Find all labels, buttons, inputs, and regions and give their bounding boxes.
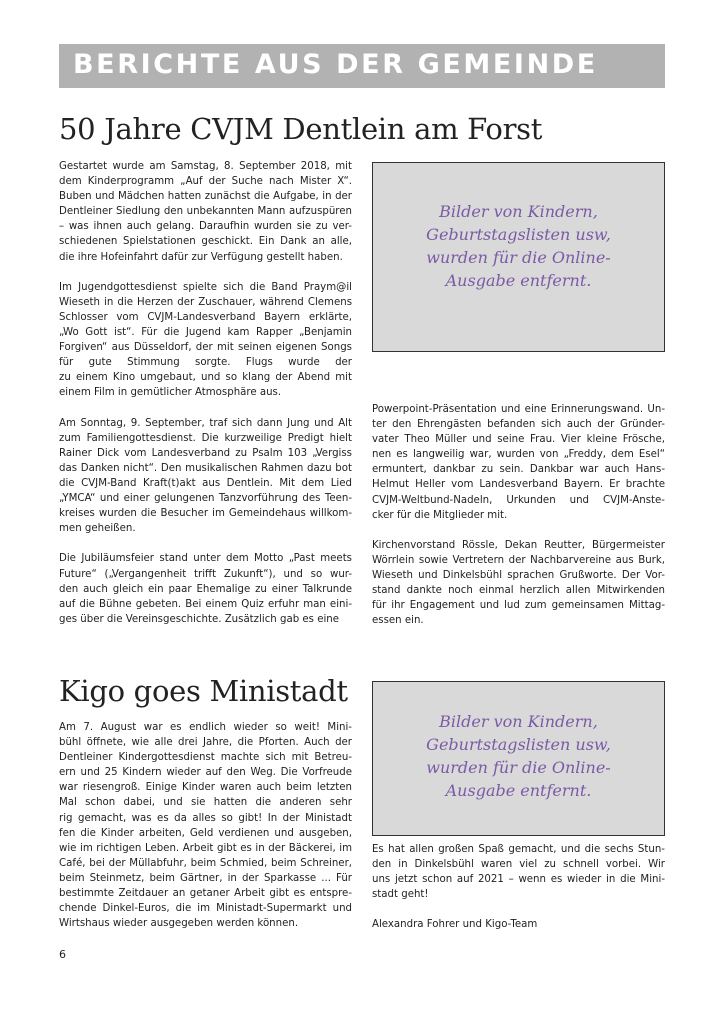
paragraph-gap [59,536,352,551]
text-line: men geheißen. [59,523,136,535]
text-line: einem Film in gemütlicher Atmosphäre aus. [59,387,282,399]
text-line: Café, bei der Müllabfuhr, beim Schmied, beim Schreiner, [59,857,352,869]
text-line: fen die Kinder arbeiten, Geld verdienen und ausgeben, [59,827,352,839]
text-line: essen ein. [372,615,424,627]
text-line: die CVJM-Band Kraft(t)akt aus Dentlein. Mit dem Lied [59,477,352,489]
paragraph-gap [372,523,665,538]
text-line: die ihre Hofeinfahrt dafür zur Verfügung gestellt haben. [59,251,343,263]
text-line: Dentleiner Siedlung den unbekannten Mann aufzuspüren [59,206,352,218]
text-line: kreises wurden die Besucher im Gemeindehaus willkom- [59,508,352,520]
text-line: Wörrlein sowie Vertretern der Nachbarvereine aus Burk, [372,554,665,566]
text-line: „YMCA“ und einer gelungenen Tanzvorführung des Teen- [59,493,352,505]
text-line: Powerpoint-Präsentation und eine Erinnerungswand. Un- [372,404,665,415]
section-banner [59,44,665,88]
article-kigo-left-column [59,720,352,931]
text-line: zum Familiengottesdienst. Die kurzweilige Predigt hielt [59,432,352,444]
text-line: schiedenen Spielstationen geschickt. Ein Dank an alle, [59,236,352,248]
text-line: Wieseth und Dinkelsbühl sprachen Grußworte. Der Vor- [372,570,665,582]
text-line: ermuntert, dankbar zu sein. Dankbar war auch Hans- [372,464,665,476]
paragraph-gap [59,401,352,416]
text-line: den in Dinkelsbühl waren viel zu schnell vorbei. Wir [372,859,665,871]
text-line: Forgiven“ aus Düsseldorf, der mit seinen eigenen Songs [59,342,352,354]
text-line: vater Theo Müller und seine Frau. Vier kleine Frösche, [372,434,665,446]
text-line: beim Steinmetz, beim Gärtner, in der Sparkasse ... Für [59,872,352,884]
text-line: den auch gleich ein paar Ehemalige zu einer Talkrunde [59,583,352,595]
text-line: ter den Ehrengästen befanden sich auch der Gründer- [372,419,665,431]
text-line: ges über die Vereinsgeschichte. Zusätzlich gab es eine [59,613,340,625]
text-line: stand dankte noch einmal herzlich allen Mitwirkenden [372,585,665,597]
article-cvjm-left-column [59,159,352,627]
text-line: für gute Stimmung sorgte. Flugs wurde der [59,357,352,369]
article-kigo-right-column [372,842,665,933]
text-line: Am Sonntag, 9. September, traf sich dann Jung und Alt [59,417,352,429]
text-line: Schlosser vom CVJM-Landesverband Bayern erklärte, [59,311,352,323]
text-line: Am 7. August war es endlich wieder so weit! Mini- [59,722,352,733]
text-line: nen es langweilig war, wurden von „Freddy, dem Esel“ [372,449,665,461]
text-line: Im Jugendgottesdienst spielte sich die Band Praym@il [59,281,352,293]
text-line: – was ihnen auch gelang. Daraufhin wurden sie zu ver- [59,221,352,233]
text-line: für ihr Engagement und lud zum gemeinsamen Mittag- [372,600,665,612]
text-line: das Danken nicht“. Den musikalischen Rahmen dazu bot [59,462,352,474]
text-line: cker für die Mitglieder mit. [372,509,508,521]
page-number: 6 [59,948,66,961]
article-cvjm-right-column [372,402,665,628]
article-title-cvjm: 50 Jahre CVJM Dentlein am Forst [59,112,543,146]
text-line: Future“ („Vergangenheit trifft Zukunft“), und so wur- [59,568,352,580]
text-line: bestimmte Zeitdauer an getaner Arbeit gibt es entspre- [59,888,352,900]
text-line: ern und 25 Kindern wieder auf den Weg. Die Vorfreude [59,767,352,779]
text-line: zu einem Kino umgebaut, und so klang der Abend mit [59,372,352,384]
text-line: Alexandra Fohrer und Kigo-Team [372,919,538,931]
article-title-kigo: Kigo goes Ministadt [59,674,348,708]
text-line: rig gemacht, was es da alles so gibt! In der Ministadt [59,812,352,824]
text-line: stadt geht! [372,889,429,901]
text-line: Helmut Heller vom Landesverband Bayern. Er brachte [372,479,665,491]
section-banner-title: BERICHTE AUS DER GEMEINDE [73,49,598,80]
text-line: Kirchenvorstand Rössle, Dekan Reutter, Bürgermeister [372,539,665,551]
text-line: bühl öffnete, wie alle drei Jahre, die Pforten. Auch der [59,737,352,749]
text-line: uns jetzt schon auf 2021 – wenn es wieder in die Mini- [372,874,665,886]
text-line: CVJM-Weltbund-Nadeln, Urkunden und CVJM-Anste- [372,494,665,506]
image-removed-placeholder-2 [372,681,665,836]
text-line: chende Dinkel-Euros, die im Ministadt-Supermarkt und [59,903,352,915]
image-removed-note-2: Bilder von Kindern, Geburtstagslisten usw, wurden für die Online- Ausgabe entfernt. [426,711,611,800]
text-line: wie im richtigen Leben. Arbeit gibt es in der Bäckerei, im [59,842,352,854]
text-line: Wirtshaus wieder ausgegeben werden können. [59,918,299,930]
text-line: Es hat allen großen Spaß gemacht, und die sechs Stun- [372,844,665,855]
text-line: Mal schon dabei, und sie hatten die anderen sehr [59,797,352,809]
text-line: Die Jubiläumsfeier stand unter dem Motto „Past meets [59,553,352,565]
text-line: war riesengroß. Einige Kinder waren auch beim letzten [59,782,352,794]
text-line: Gestartet wurde am Samstag, 8. September 2018, mit [59,161,352,172]
text-line: Dentleiner Kindergottesdienst machte sich mit Betreu- [59,752,352,764]
text-line: Rainer Dick vom Landesverband zu Psalm 103 „Vergiss [59,447,352,459]
image-removed-note-1: Bilder von Kindern, Geburtstagslisten usw, wurden für die Online- Ausgabe entfernt. [426,202,611,290]
paragraph-gap [59,265,352,280]
paragraph-gap [372,902,665,917]
text-line: Buben und Mädchen hatten zunächst die Aufgabe, in der [59,191,352,203]
text-line: auf die Bühne gebeten. Bei einem Quiz erfuhr man eini- [59,598,352,610]
text-line: „Wo Gott ist“. Für die Jugend kam Rapper „Benjamin [59,327,352,339]
image-removed-placeholder-1 [372,162,665,352]
text-line: dem Kinderprogramm „Auf der Suche nach Mister X“. [59,176,352,188]
text-line: Wieseth in die Herzen der Zuschauer, während Clemens [59,296,352,308]
